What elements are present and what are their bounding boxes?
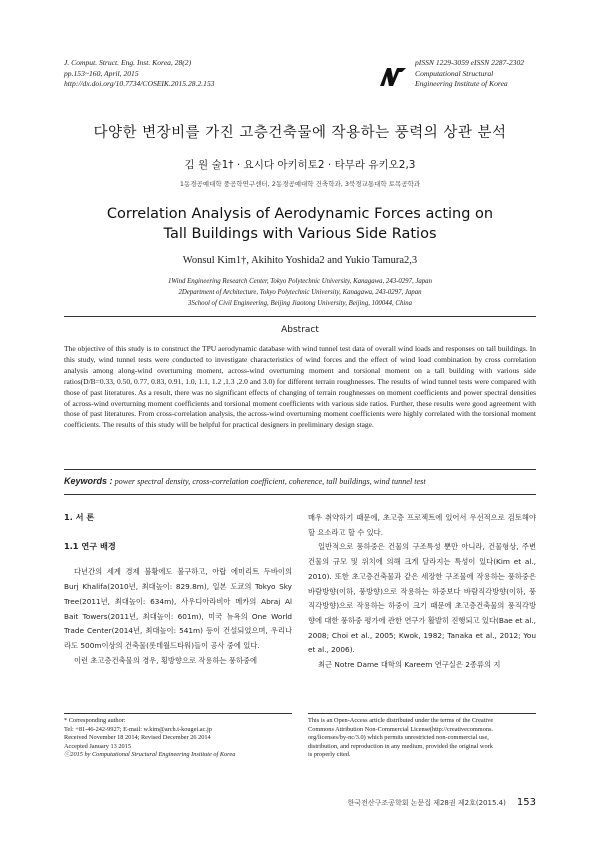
received-date: Received November 18 2014; Revised December 26 2014 [64,734,211,741]
journal-citation [64,58,215,90]
license-line: Commons Attribution Non-Commercial License(http://creativecommons. [308,725,494,733]
issn-block [415,58,524,90]
affiliations-english [0,276,600,309]
divider [64,469,536,470]
footnote-rule [64,713,292,714]
title-korean: 다양한 변장비를 가진 고층건축물에 작용하는 풍력의 상관 분석 [93,125,507,141]
footer-journal: 한국전산구조공학회 논문집 제28권 제2호(2015.4) [347,799,506,807]
footnote-right [308,717,540,760]
title-line: Correlation Analysis of Aerodynamic Forces acting on [106,206,494,222]
publisher-name: Engineering Institute of Korea [415,79,508,88]
corresponding-author: * Corresponding author: [64,717,126,724]
abstract-heading: Abstract [281,325,319,335]
footnote-left [64,717,300,760]
copyright: ⓒ2015 by Computational Structural Engineering Institute of Korea [64,751,236,758]
body-paragraph: 일반적으로 풍하중은 건물의 구조특성 뿐만 아니라, 건물형상, 주변건물의 규모 및 위치에 의해 크게 달라지는 특성이 있다(Kim et al., 2010). 또한 초고층건축물과 같은 세장한 구조물에 작용하는 풍하중은 바람방향(이하, 풍방향)으로 작용하는 하중보다 바람직각방향(이하, 풍직각방향)으로 작용하는 하중이 크기 때문에 초고층건축물의 풍직각방향에 대한 풍하중 평가에 관한 연구가 활발히 진행되고 있다(Bae et al., 2008; Choi et al., 2005; Kwok, 1982; Tanaka et al., 2012; You et al., 2006). [308,542,536,655]
citation-line: pp.153~160, April, 2015 [64,68,139,78]
body-paragraph: 다년간의 세계 경제 불황에도 불구하고, 아랍 에미리트 두바이의 Burj Khalifa(2010년, 최대높이: 829.8m), 일본 도쿄의 Tokyo Sky Tree(2011년, 최대높이: 634m), 사우디아라비아 메카의 Abraj Al Bait Towers(2011년, 최대높이: 601m), 미국 뉴욕의 One World Trade Center(2014년, 최대높이: 541m) 등이 건설되었으며, 우리나라도 500m이상의 건축물(롯데월드타워)들이 공사 중에 있다. [64,567,292,650]
citation-line: J. Comput. Struct. Eng. Inst. Korea, 28(2) [64,58,192,67]
contact-info: Tel: +81-46-242-9927; E-mail: w.kim@arch.t-kougei.ac.jp [64,725,212,733]
affiliations-korean: 1동경공예대학 풍공학연구센터, 2동경공예대학 건축학과, 3북경교통대학 토목공학과 [179,180,421,188]
license-line: This is an Open-Access article distributed under the terms of the Creative [308,717,494,724]
authors-korean: 김 원 술1† · 요시다 아키히토2 · 타무라 유키오2,3 [184,159,416,171]
accepted-date: Accepted January 13 2015 [64,742,131,750]
keywords-list: power spectral density, cross-correlation coefficient, coherence, tall buildings, wind tunnel test [114,477,426,486]
license-line: is properly cited. [308,751,351,758]
publisher-name: Computational Structural [415,68,494,78]
affiliation-line: 3School of Civil Engineering, Beijing Jiaotong University, Beijing, 100044, China [187,300,413,307]
authors-english: Wonsul Kim1†, Akihito Yoshida2 and Yukio Tamura2,3 [182,255,418,266]
page-footer [300,790,536,809]
page-number: 153 [516,797,536,808]
keywords-label: Keywords : [64,476,113,486]
divider [64,494,536,495]
body-paragraph: 매우 취약하기 때문에, 초고층 프로젝트에 있어서 우선적으로 검토해야할 요소라고 할 수 있다. [308,513,536,537]
keywords [64,476,536,486]
divider [64,316,536,317]
affiliation-line: 2Department of Architecture, Tokyo Polytechnic University, Kanagawa, 243-0297, Japan [178,289,422,296]
section-heading: 1. 서 론 [64,512,95,522]
title-english [0,205,600,244]
right-column [308,511,536,673]
left-column [64,510,292,668]
doi-link[interactable]: http://dx.doi.org/10.7734/COSEIK.2015.28.2.153 [64,79,215,88]
publisher-logo-icon [378,66,408,88]
title-line: Tall Buildings with Various Side Ratios [163,225,437,242]
license-line: org/licenses/by-nc/3.0) which permits unrestricted non-commercial use, [308,734,489,741]
footnote-rule [308,713,536,714]
license-line: distribution, and reproduction in any medium, provided the original work [308,742,493,750]
body-paragraph: 최근 Notre Dame 대학의 Kareem 연구실은 2종류의 지 [318,660,501,670]
subsection-heading: 1.1 연구 배경 [64,540,116,551]
affiliation-line: 1Wind Engineering Research Center, Tokyo Polytechnic University, Kanagawa, 243-0297, Japan [168,278,432,285]
issn-line: pISSN 1229-3059 eISSN 2287-2302 [415,58,525,67]
body-paragraph: 이런 초고층건축물의 경우, 횡방향으로 작용하는 풍하중에 [74,655,258,665]
abstract-text: The objective of this study is to construct the TPU aerodynamic database with wind tunnel test data of overall wind loads and responses on tall buildings. In this study, wind tunnel tests were conducted to investigate characteristics of wind forces and the effect of wind load combination by cross correlation analysis among along-wind overturning moment, across-wind overturning moment and torsional moment on a tall building with various side ratios(D/B=0.33, 0.50, 0.77, 0.83, 0.91, 1.0, 1.1, 1.2 ,1.3 ,2.0 and 3.0) for different terrain roughnesses. The results of wind tunnel tests were compared with those of past literatures. As a result, there was no significant effects of changing of terrain roughnesses on moment coefficients and power spectral densities of across-wind overturning moment coefficients and torsional moment coefficients with various side ratios. Further, these results were good agreement with those of past literatures. From cross-correlation analysis, the across-wind overturning moment coefficients were highly correlated with the torsional moment coefficients. The results of this study will be helpful for practical designers in preliminary design stage. [64,344,536,430]
